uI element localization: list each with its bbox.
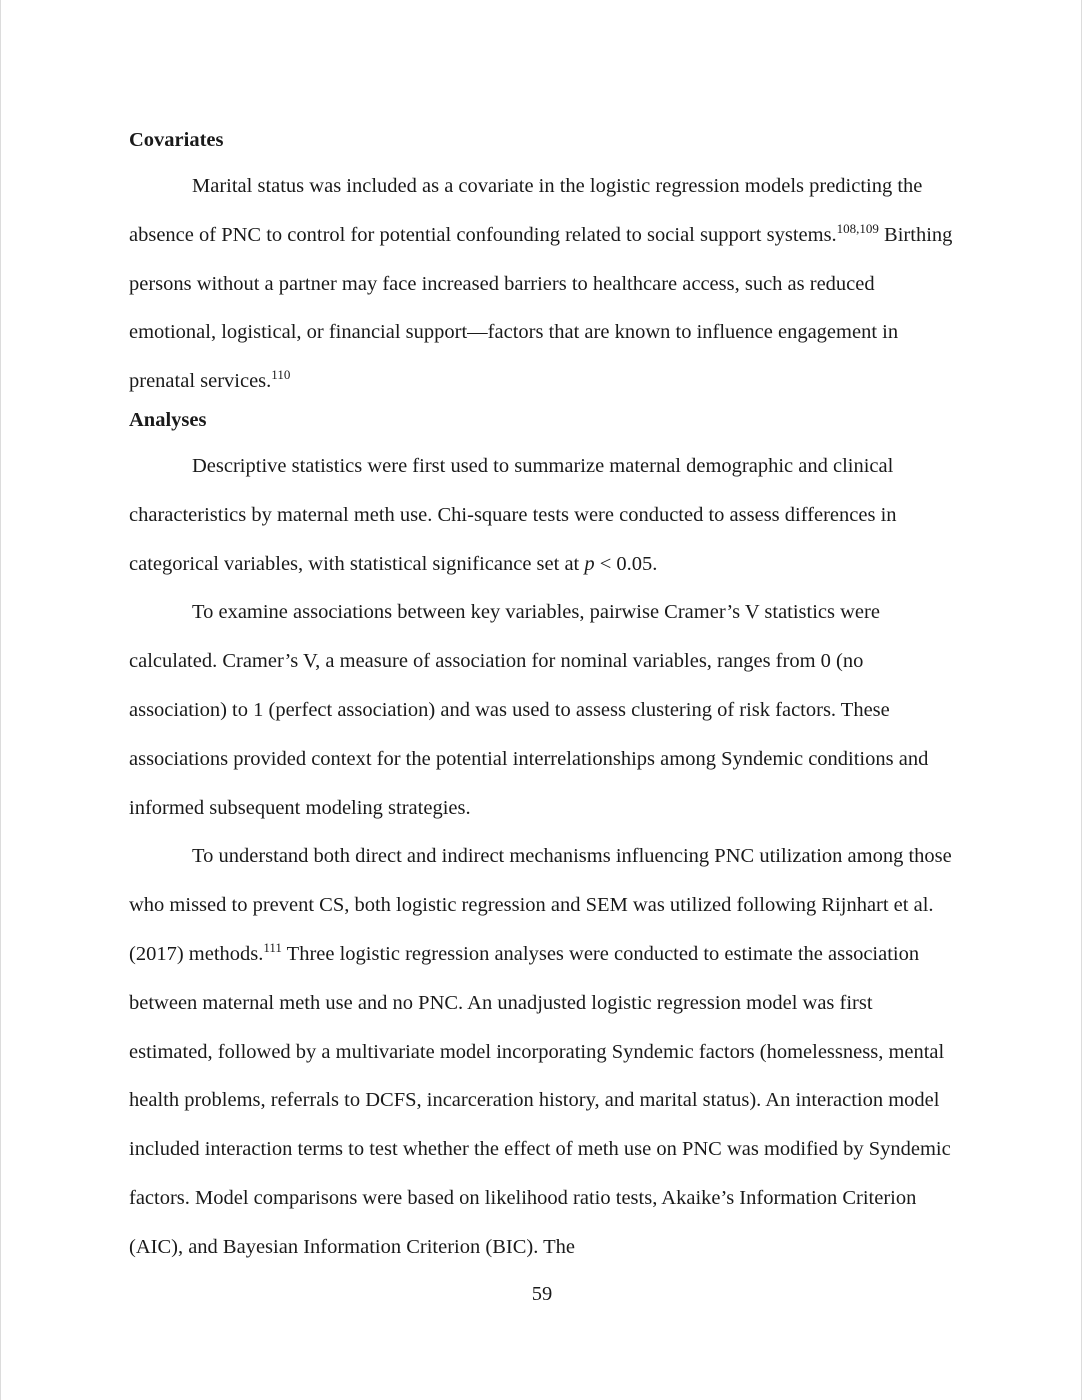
paragraph-mechanisms <box>129 832 959 1271</box>
paragraph-text: Descriptive statistics were first used to summarize maternal demographic and clinical characteristics by maternal meth use. Chi-square tests were conducted to assess differences in categorical variables, with statistical significance set at <box>129 454 897 575</box>
paragraph-covariates <box>129 162 959 406</box>
page-body <box>129 126 959 1272</box>
section-heading-analyses: Analyses <box>129 408 207 431</box>
paragraph-text: Marital status was included as a covariate in the logistic regression models predicting the absence of PNC to control for potential confounding related to social support systems. <box>129 175 923 246</box>
citation-superscript: 108,109 <box>836 220 879 236</box>
citation-superscript: 110 <box>271 367 291 383</box>
paragraph-descriptive <box>129 442 959 588</box>
section-heading-covariates: Covariates <box>129 129 224 151</box>
citation-superscript: 111 <box>263 939 282 955</box>
page-number: 59 <box>531 1283 553 1305</box>
paragraph-text: Birthing persons without a partner may face increased barriers to healthcare access, such as reduced emotional, logistical, or financial support—factors that are known to influence engagement in prenatal services. <box>129 223 953 393</box>
paragraph-text: Three logistic regression analyses were conducted to estimate the association between maternal meth use and no PNC. An unadjusted logistic regression model was first estimated, followed by a multivariate model incorporating Syndemic factors (homelessness, mental health problems, referrals to DCFS, incarceration history, and marital status). An interaction model included interaction terms to test whether the effect of meth use on PNC was modified by Syndemic factors. Model comparisons were based on likelihood ratio tests, Akaike’s Information Criterion (AIC), and Bayesian Information Criterion (BIC). The <box>129 942 951 1258</box>
paragraph-text: < 0.05. <box>594 552 658 575</box>
paragraph-text: To understand both direct and indirect mechanisms influencing PNC utilization among those who missed to prevent CS, both logistic regression and SEM was utilized following Rijnhart et al. (2017) methods. <box>129 845 952 965</box>
paragraph-cramers-v: To examine associations between key variables, pairwise Cramer’s V statistics were calculated. Cramer’s V, a measure of association for nominal variables, ranges from 0 (no association) to 1 (perfect association) and was used to assess clustering of risk factors. These associations provided context for the potential interrelationships among Syndemic conditions and informed subsequent modeling strategies. <box>129 601 929 819</box>
italic-p: p <box>584 552 595 575</box>
